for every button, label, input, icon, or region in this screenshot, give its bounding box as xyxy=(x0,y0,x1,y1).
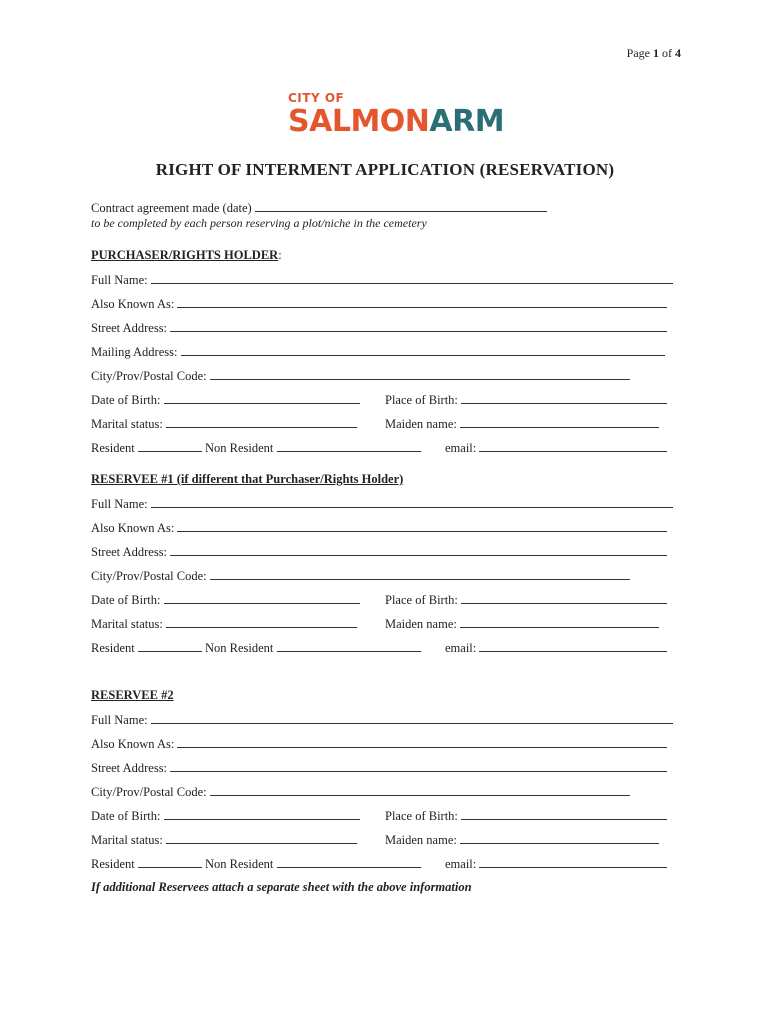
reservee1-street-field[interactable] xyxy=(170,544,667,556)
purchaser-email-row: email: xyxy=(445,440,667,456)
section-purchaser-heading: PURCHASER/RIGHTS HOLDER: xyxy=(91,248,282,262)
reservee2-street-field[interactable] xyxy=(170,760,667,772)
logo-city-of: CITY OF xyxy=(288,91,345,105)
reservee2-marital-field[interactable] xyxy=(166,832,357,844)
purchaser-residency-row: Resident Non Resident xyxy=(91,440,421,456)
purchaser-mailing-field[interactable] xyxy=(181,344,665,356)
reservee1-maiden-row: Maiden name: xyxy=(385,616,659,632)
reservee1-street-row: Street Address: xyxy=(91,544,667,560)
purchaser-pob-field[interactable] xyxy=(461,392,667,404)
purchaser-full-name-row: Full Name: xyxy=(91,272,673,288)
reservee2-maiden-field[interactable] xyxy=(460,832,659,844)
reservee1-dob-row: Date of Birth: xyxy=(91,592,360,608)
reservee1-city-row: City/Prov/Postal Code: xyxy=(91,568,630,584)
reservee2-city-field[interactable] xyxy=(210,784,630,796)
reservee2-full-name-row: Full Name: xyxy=(91,712,673,728)
reservee2-city-row: City/Prov/Postal Code: xyxy=(91,784,630,800)
reservee1-full-name-row: Full Name: xyxy=(91,496,673,512)
reservee2-maiden-row: Maiden name: xyxy=(385,832,659,848)
reservee2-dob-field[interactable] xyxy=(164,808,360,820)
purchaser-dob-field[interactable] xyxy=(164,392,360,404)
section-reservee1-heading: RESERVEE #1 (if different that Purchaser/Rights Holder) xyxy=(91,472,404,486)
city-logo xyxy=(288,91,505,144)
purchaser-nonresident-field[interactable] xyxy=(277,440,421,452)
reservee2-resident-field[interactable] xyxy=(138,856,202,868)
purchaser-aka-row: Also Known As: xyxy=(91,296,667,312)
purchaser-street-field[interactable] xyxy=(170,320,667,332)
reservee2-nonresident-field[interactable] xyxy=(277,856,421,868)
logo-wordmark: SALMONARM xyxy=(288,104,505,139)
reservee1-aka-field[interactable] xyxy=(177,520,667,532)
page-number: Page 1 of 4 xyxy=(626,46,681,60)
reservee2-pob-field[interactable] xyxy=(461,808,667,820)
purchaser-city-row: City/Prov/Postal Code: xyxy=(91,368,630,384)
reservee2-marital-row: Marital status: xyxy=(91,832,357,848)
contract-date-field[interactable] xyxy=(255,200,547,212)
purchaser-resident-field[interactable] xyxy=(138,440,202,452)
reservee2-aka-field[interactable] xyxy=(177,736,667,748)
purchaser-marital-field[interactable] xyxy=(166,416,357,428)
reservee1-residency-row: Resident Non Resident xyxy=(91,640,421,656)
reservee1-full-name-field[interactable] xyxy=(151,496,673,508)
additional-reservees-note: If additional Reservees attach a separate sheet with the above information xyxy=(91,880,472,894)
contract-date-row xyxy=(91,200,547,216)
purchaser-mailing-row: Mailing Address: xyxy=(91,344,665,360)
reservee2-dob-row: Date of Birth: xyxy=(91,808,360,824)
contract-note: to be completed by each person reserving a plot/niche in the cemetery xyxy=(91,216,427,230)
reservee1-dob-field[interactable] xyxy=(164,592,360,604)
contract-date-label: Contract agreement made (date) xyxy=(91,201,252,215)
form-title: RIGHT OF INTERMENT APPLICATION (RESERVATION) xyxy=(155,160,615,179)
reservee1-marital-field[interactable] xyxy=(166,616,357,628)
purchaser-aka-field[interactable] xyxy=(177,296,667,308)
purchaser-email-field[interactable] xyxy=(479,440,667,452)
reservee1-resident-field[interactable] xyxy=(138,640,202,652)
section-reservee2-heading: RESERVEE #2 xyxy=(91,688,174,702)
page-total: 4 xyxy=(675,46,681,60)
reservee2-email-field[interactable] xyxy=(479,856,667,868)
reservee2-street-row: Street Address: xyxy=(91,760,667,776)
purchaser-maiden-row: Maiden name: xyxy=(385,416,659,432)
reservee1-pob-row: Place of Birth: xyxy=(385,592,667,608)
reservee1-city-field[interactable] xyxy=(210,568,630,580)
reservee2-pob-row: Place of Birth: xyxy=(385,808,667,824)
purchaser-street-row: Street Address: xyxy=(91,320,667,336)
purchaser-full-name-field[interactable] xyxy=(151,272,673,284)
reservee1-marital-row: Marital status: xyxy=(91,616,357,632)
purchaser-pob-row: Place of Birth: xyxy=(385,392,667,408)
purchaser-maiden-field[interactable] xyxy=(460,416,659,428)
page-current: 1 xyxy=(653,46,659,60)
reservee2-aka-row: Also Known As: xyxy=(91,736,667,752)
reservee1-nonresident-field[interactable] xyxy=(277,640,421,652)
reservee1-pob-field[interactable] xyxy=(461,592,667,604)
reservee2-email-row: email: xyxy=(445,856,667,872)
purchaser-marital-row: Marital status: xyxy=(91,416,357,432)
reservee2-residency-row: Resident Non Resident xyxy=(91,856,421,872)
reservee1-email-row: email: xyxy=(445,640,667,656)
reservee2-full-name-field[interactable] xyxy=(151,712,673,724)
reservee1-maiden-field[interactable] xyxy=(460,616,659,628)
purchaser-city-field[interactable] xyxy=(210,368,630,380)
purchaser-dob-row: Date of Birth: xyxy=(91,392,360,408)
reservee1-aka-row: Also Known As: xyxy=(91,520,667,536)
reservee1-email-field[interactable] xyxy=(479,640,667,652)
